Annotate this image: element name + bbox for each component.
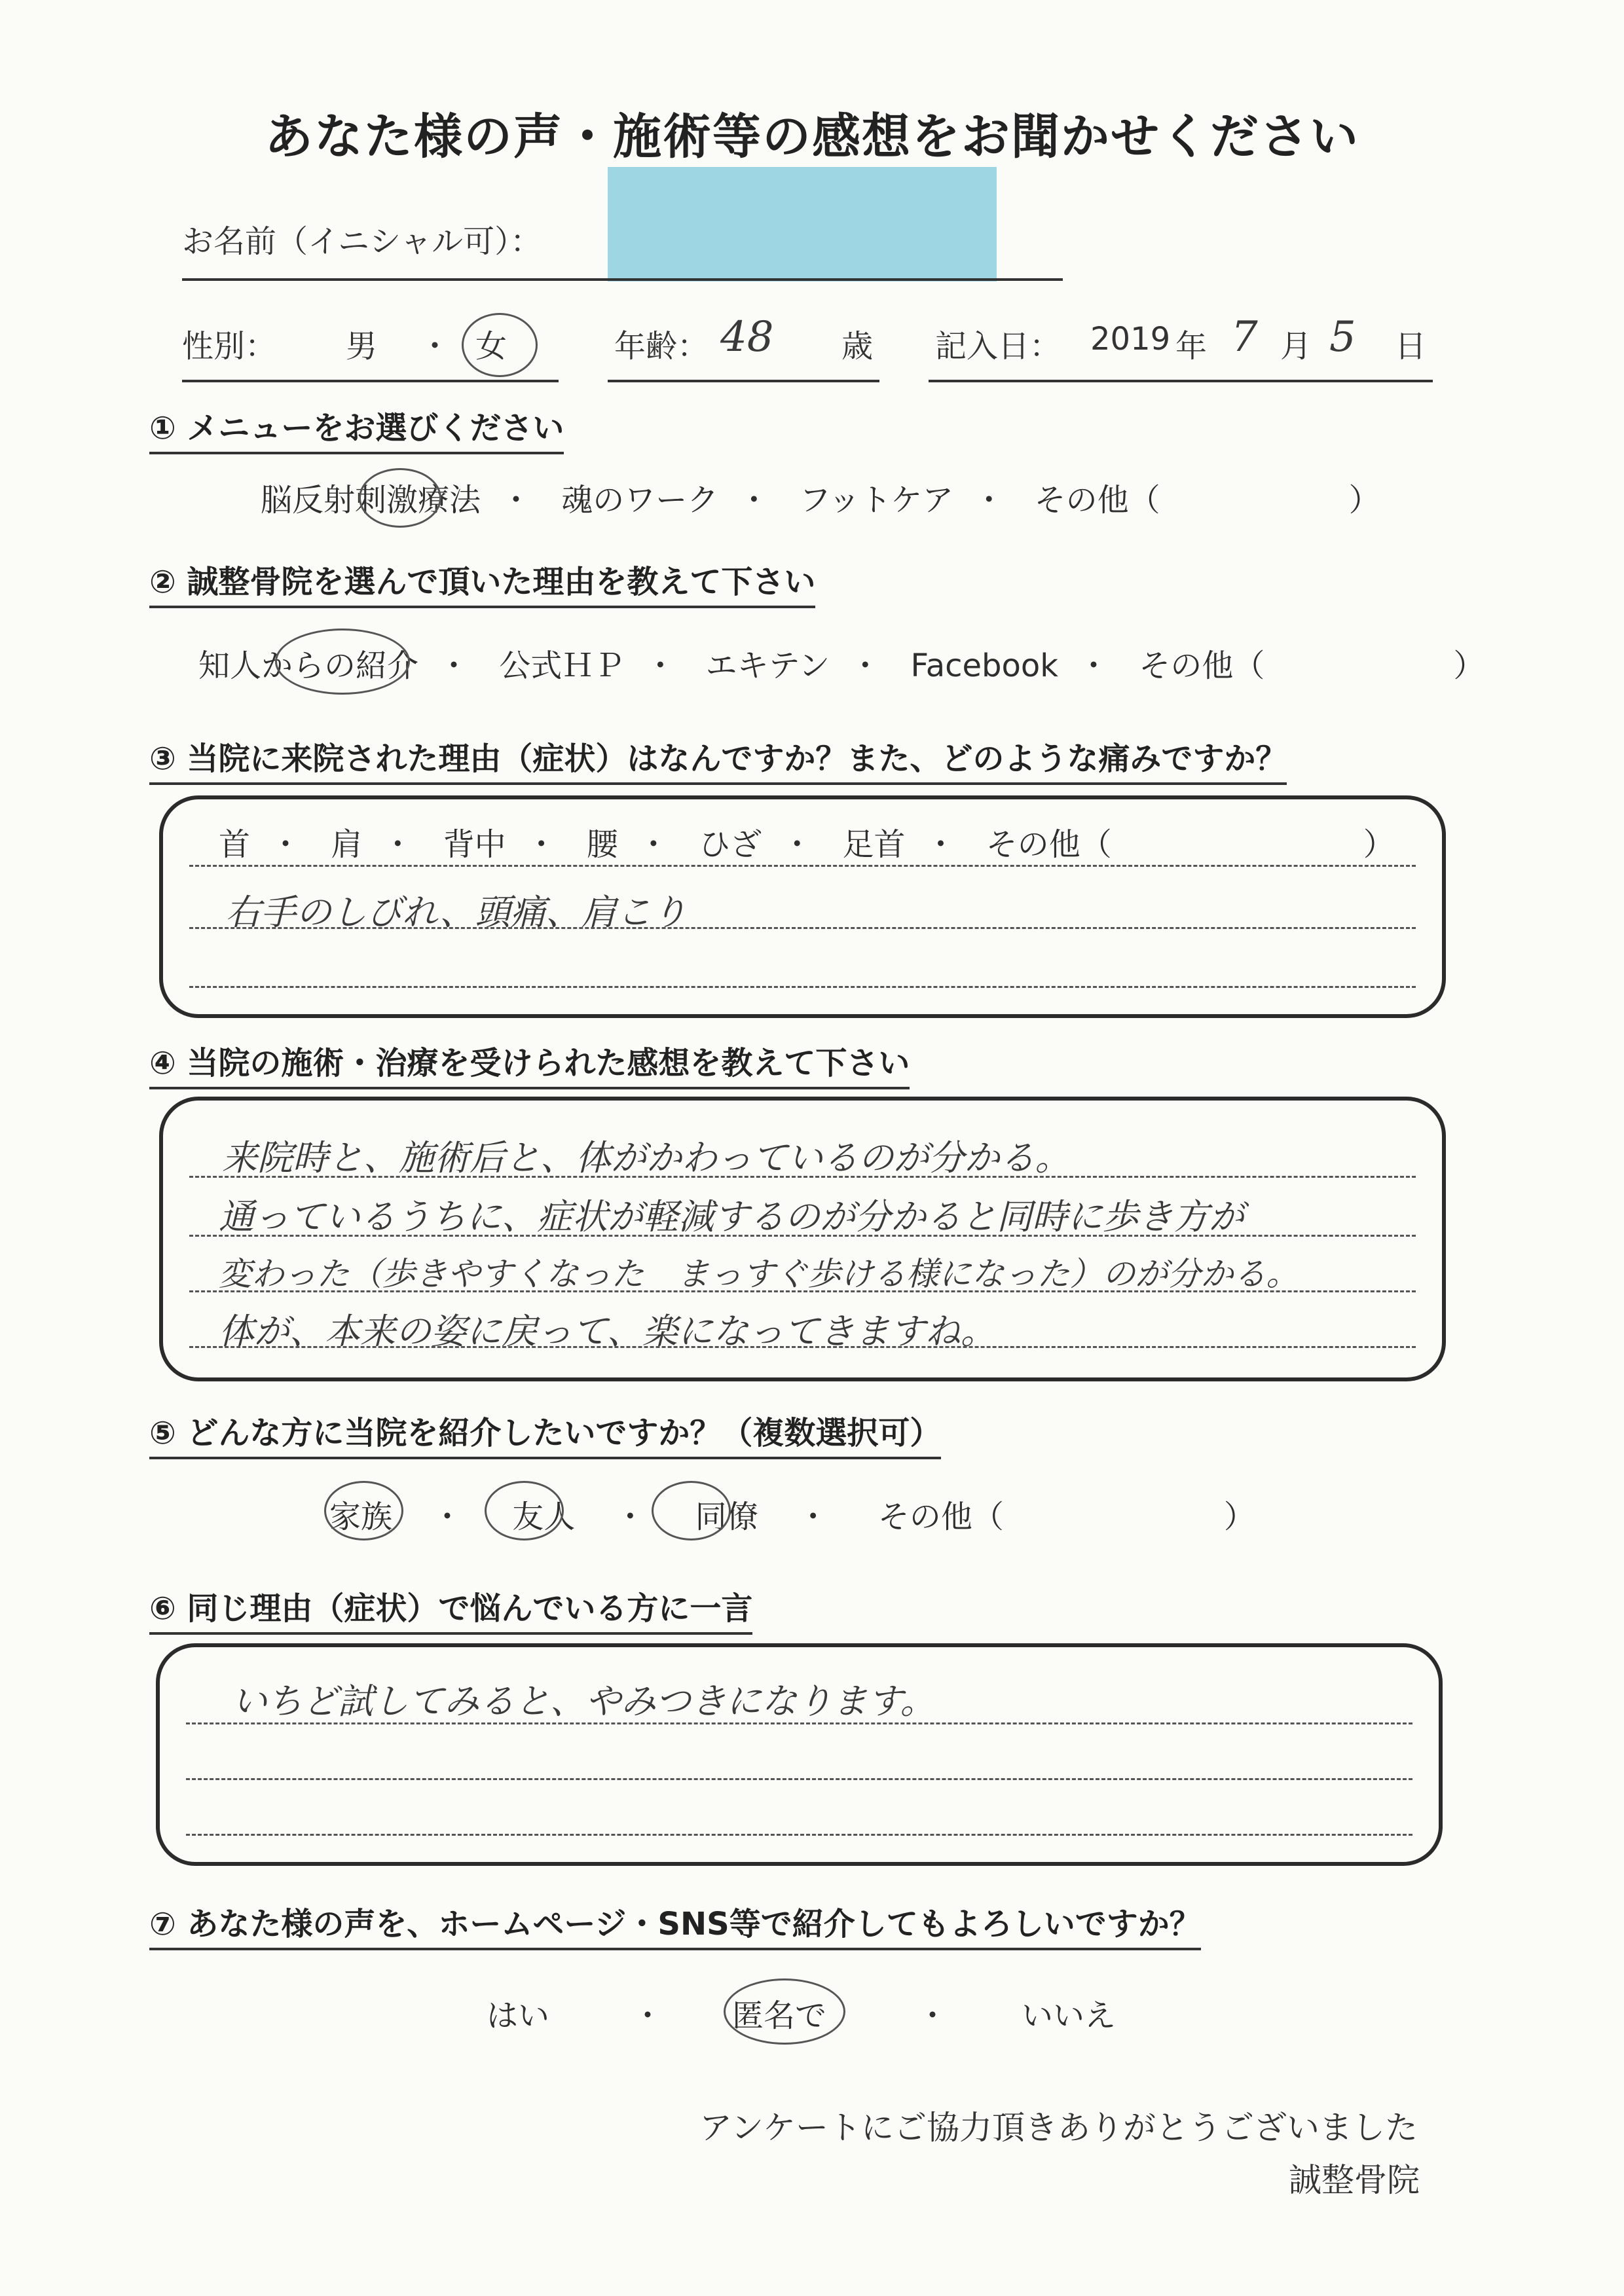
q4-dotted-line — [189, 1235, 1416, 1237]
date-year: 2019 — [1090, 321, 1171, 357]
q7-option-1[interactable]: はい — [487, 1997, 550, 2034]
q5-option-4[interactable]: その他（ ） — [877, 1499, 1255, 1535]
q2-title: ② 誠整骨院を選んで頂いた理由を教えて下さい — [149, 556, 815, 608]
q6-title: ⑥ 同じ理由（症状）で悩んでいる方に一言 — [149, 1583, 752, 1635]
gender-label: 性別： — [182, 328, 277, 365]
date-month-unit: 月 — [1280, 328, 1312, 365]
q4-answer-line: 変わった（歩きやすくなった まっすぐ歩ける様になった）のが分かる。 — [219, 1255, 1299, 1293]
q3-title: ③ 当院に来院された理由（症状）はなんですか？また、どのような痛みですか？ — [149, 733, 1287, 785]
date-year-unit: 年 — [1175, 328, 1208, 365]
gender-female[interactable]: 女 — [475, 328, 507, 365]
q3-handwritten-answer: 右手のしびれ、頭痛、肩こり — [225, 892, 688, 933]
age-underline — [608, 380, 879, 382]
gender-underline — [182, 380, 559, 382]
q2-option-2[interactable]: 公式ＨＰ — [499, 647, 625, 684]
footer-thanks: アンケートにご協力頂きありがとうございました — [699, 2109, 1418, 2147]
q4-answer-line: 来院時と、施術后と、体がかわっているのが分かる。 — [222, 1137, 1071, 1178]
age-unit: 歳 — [841, 328, 874, 365]
q7-option-3[interactable]: いいえ — [1022, 1997, 1116, 2034]
name-label: お名前（イニシャル可）： — [182, 223, 542, 260]
q3-option-3[interactable]: 背中 — [443, 826, 506, 863]
gender-separator: ・ — [419, 328, 451, 365]
q5-selection-circle-1 — [324, 1481, 403, 1540]
q3-option-2[interactable]: 肩 — [331, 826, 363, 863]
q4-dotted-line — [189, 1346, 1416, 1348]
q7-selection-circle — [724, 1978, 845, 2045]
q2-option-1[interactable]: 知人からの紹介 — [198, 647, 419, 684]
q4-answer-line: 通っているうちに、症状が軽減するのが分かると同時に歩き方が — [219, 1196, 1244, 1237]
q2-selection-circle — [275, 629, 410, 695]
date-day: 5 — [1329, 313, 1356, 361]
q7-separator: ・ — [917, 1997, 949, 2034]
date-month: 7 — [1231, 313, 1258, 361]
q1-option-1[interactable]: 脳反射刺激療法 — [261, 482, 481, 519]
q2-option-3[interactable]: エキテン — [705, 647, 830, 684]
q7-separator: ・ — [632, 1997, 664, 2034]
q3-option-6[interactable]: 足首 — [842, 826, 906, 863]
q3-option-7[interactable]: その他（ ） — [986, 826, 1395, 863]
q3-dotted-line — [189, 986, 1416, 988]
q5-selection-circle-3 — [652, 1481, 731, 1540]
q5-option-1[interactable]: 家族 — [329, 1499, 393, 1535]
q3-options: 首 ・ 肩 ・ 背中 ・ 腰 ・ ひざ ・ 足首 ・ その他（ ） — [219, 826, 1395, 863]
date-label: 記入日： — [935, 328, 1061, 365]
q3-answer-box — [159, 795, 1446, 1018]
q4-dotted-line — [189, 1290, 1416, 1292]
q4-title: ④ 当院の施術・治療を受けられた感想を教えて下さい — [149, 1038, 910, 1089]
q7-option-2[interactable]: 匿名で — [732, 1997, 827, 2034]
q1-option-4[interactable]: その他（ ） — [1034, 482, 1380, 519]
q4-dotted-line — [189, 1176, 1416, 1178]
q2-option-4[interactable]: Facebook — [910, 647, 1059, 684]
q6-dotted-line — [186, 1778, 1412, 1780]
q1-options: 脳反射刺激療法 ・ 魂のワーク ・ フットケア ・ その他（ ） — [261, 482, 1380, 519]
age-value: 48 — [720, 313, 774, 361]
q5-options: 家族 ・ 友人 ・ 同僚 ・ その他（ ） — [329, 1499, 1255, 1535]
gender-female-circle — [462, 313, 538, 377]
q5-title: ⑤ どんな方に当院を紹介したいですか？（複数選択可） — [149, 1408, 941, 1459]
footer-clinic: 誠整骨院 — [1289, 2161, 1420, 2199]
q5-selection-circle-2 — [485, 1481, 564, 1540]
name-redaction — [608, 167, 997, 282]
q3-dotted-line — [189, 927, 1416, 929]
q1-title: ① メニューをお選びください — [149, 403, 564, 454]
q6-handwritten-answer: いちど試してみると、やみつきになります。 — [232, 1681, 936, 1722]
q3-option-1[interactable]: 首 — [219, 826, 251, 863]
q3-option-5[interactable]: ひざ — [699, 826, 762, 863]
q1-option-2[interactable]: 魂のワーク — [561, 482, 719, 519]
q2-options: 知人からの紹介 ・ 公式ＨＰ ・ エキテン ・ Facebook ・ その他（ ） — [198, 647, 1485, 684]
q7-title: ⑦ あなた様の声を、ホームページ・SNS等で紹介してもよろしいですか？ — [149, 1899, 1201, 1950]
q5-option-3[interactable]: 同僚 — [695, 1499, 758, 1535]
q3-option-4[interactable]: 腰 — [586, 826, 618, 863]
q4-answer-line: 体が、本来の姿に戻って、楽になってきますね。 — [219, 1311, 996, 1352]
q6-answer-box — [156, 1643, 1443, 1866]
q1-selection-circle — [359, 468, 441, 528]
q4-answer-box — [159, 1097, 1446, 1381]
q2-option-5[interactable]: その他（ ） — [1139, 647, 1485, 684]
page-title: あなた様の声・施術等の感想をお聞かせください — [265, 109, 1359, 165]
q5-option-2[interactable]: 友人 — [512, 1499, 576, 1535]
q3-dotted-line — [189, 865, 1416, 867]
q6-dotted-line — [186, 1722, 1412, 1724]
q1-option-3[interactable]: フットケア — [799, 482, 954, 519]
name-underline — [182, 278, 1063, 281]
age-label: 年齢： — [614, 328, 709, 365]
gender-male[interactable]: 男 — [346, 328, 378, 365]
date-underline — [929, 380, 1433, 382]
q6-dotted-line — [186, 1834, 1412, 1836]
date-day-unit: 日 — [1395, 328, 1427, 365]
